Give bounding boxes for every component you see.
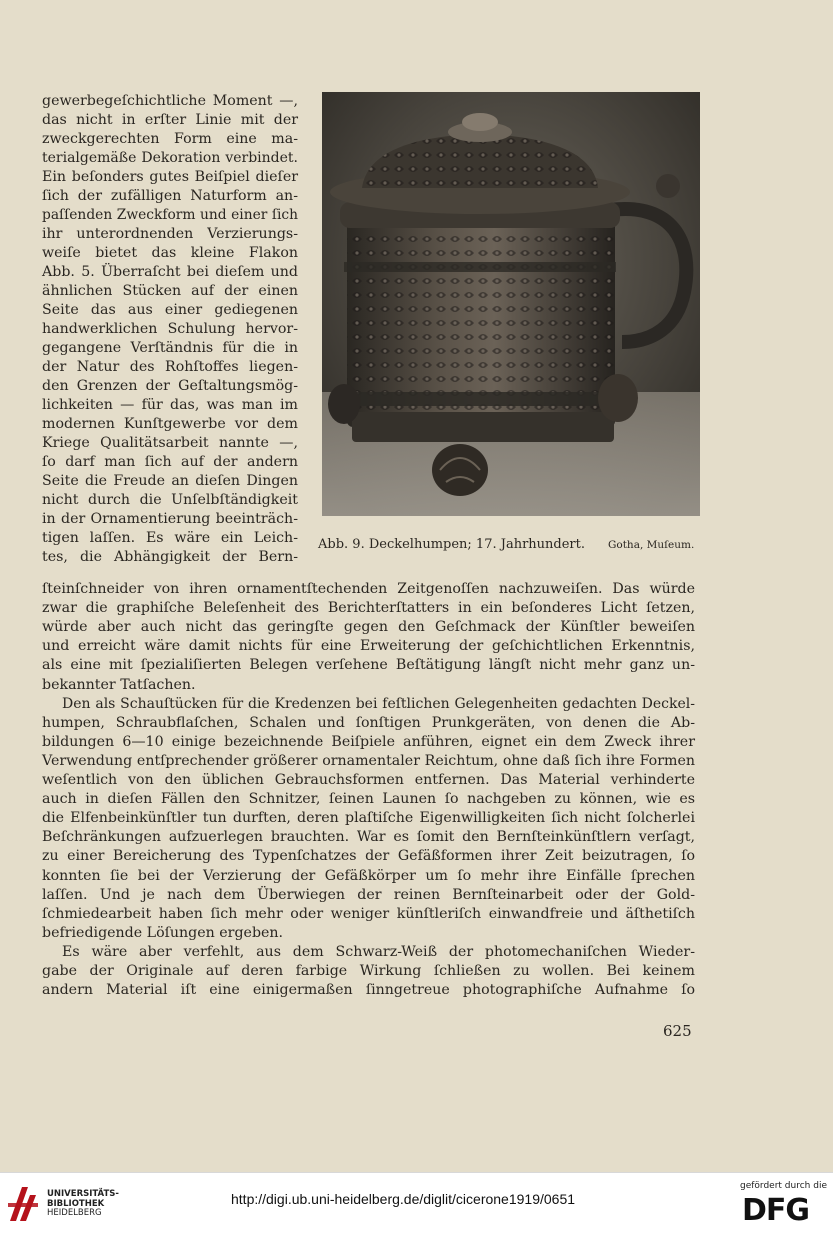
column-line: lichkeiten — für das, was man im: [42, 397, 298, 413]
column-line: handwerklichen Schulung hervor-: [42, 321, 298, 337]
body-line: und erreicht wäre damit nichts für eine Erweiterung der geſchichtlichen Erkenntnis,: [42, 638, 695, 655]
tankard-illustration: [322, 92, 700, 516]
body-line: humpen, Schraubflaſchen, Schalen und ſonſtigen Prunkgeräten, von denen die Ab-: [42, 714, 695, 731]
university-library-logo-icon[interactable]: [6, 1181, 40, 1225]
column-line: zweckgerechten Form eine ma-: [42, 131, 298, 147]
column-line: den Grenzen der Geſtaltungsmög-: [42, 378, 298, 394]
column-line: Seite die Freude an dieſen Dingen: [42, 473, 298, 489]
column-line: Seite das aus einer gediegenen: [42, 302, 298, 318]
body-line: konnten ſie bei der Verzierung der Gefäßkörper um ſo mehr ihre Einfälle ſprechen: [42, 867, 695, 884]
funding-label: gefördert durch die: [740, 1181, 827, 1191]
body-line: die Elfenbeinkünſtler tun durften, deren plaſtiſche Eigenwilligkeiten ſich nicht ſolcherlei: [42, 810, 695, 827]
body-line: laſſen. Und je nach dem Überwiegen der reinen Bernſteinarbeit oder der Gold-: [42, 886, 695, 903]
column-line: nicht durch die Unſelbſtändigkeit: [42, 492, 298, 508]
library-name: [47, 1190, 119, 1219]
body-line: bildungen 6—10 einige bezeichnende Beiſpiele anführen, eignet ein dem Zweck ihrer: [42, 733, 695, 750]
column-line: weiſe bietet das kleine Flakon: [42, 245, 298, 261]
body-line: gabe der Originale auf deren farbige Wirkung ſchließen zu wollen. Bei keinem: [42, 963, 695, 979]
figure-photo: [322, 92, 700, 516]
page-number: 625: [663, 1022, 692, 1040]
column-line: Ein beſonders gutes Beiſpiel dieſer: [42, 169, 298, 185]
body-line: Beſchränkungen aufzuerlegen brauchten. War es ſomit den Bernſteinkünſtlern verſagt,: [42, 829, 695, 846]
body-line: zwar die graphiſche Beleſenheit des Berichterſtatters in ein beſonderes Licht ſetzen,: [42, 600, 695, 617]
column-line: der Natur des Rohſtoffes liegen-: [42, 359, 298, 375]
footer-bar: [0, 1172, 833, 1234]
body-line: Es wäre aber verfehlt, aus dem Schwarz-Weiß der photomechaniſchen Wieder-: [62, 943, 695, 960]
body-line: als eine mit ſpezialiſierten Belegen verſehene Beſtätigung längſt nicht mehr ganz un-: [42, 657, 695, 674]
library-name-line-3: HEIDELBERG: [47, 1208, 102, 1218]
body-line: andern Material iſt eine einigermaßen ſinngetreue photographiſche Aufnahme ſo: [42, 982, 695, 999]
body-line: ſchmiedearbeit haben ſich mehr oder weniger künſtleriſch einwandfreie und äſthetiſch: [42, 905, 695, 922]
body-line: Verwendung entſprechender größerer ornamentaler Reichtum, ohne daß ſich ihre Formen: [42, 752, 695, 769]
column-line: paſſenden Zweckform und einer ſich: [42, 207, 298, 223]
dfg-logo[interactable]: DFG: [742, 1193, 810, 1228]
column-line: in der Ornamentierung beeinträch-: [42, 511, 298, 527]
figure-caption: Abb. 9. Deckelhumpen; 17. Jahrhundert.: [318, 537, 585, 552]
body-line: weſentlich von den üblichen Gebrauchsformen entfernen. Das Material verhinderte: [42, 772, 695, 788]
body-line: zu einer Bereicherung des Typenſchatzes der Gefäßformen ihrer Zeit beizutragen, ſo: [42, 848, 695, 865]
column-line: ihr unterordnenden Verzierungs-: [42, 226, 298, 242]
column-line: ſo darf man ſich auf der andern: [42, 454, 298, 470]
column-line: ſich der zufälligen Naturform an-: [42, 188, 298, 204]
body-line: würde aber auch nicht das geringſte gegen den Geſchmack der Künſtler beweiſen: [42, 619, 695, 636]
column-line: gewerbegeſchichtliche Moment —,: [42, 93, 298, 109]
column-line: tigen laſſen. Es wäre ein Leich-: [42, 530, 298, 546]
column-line: gegangene Verſtändnis für die in: [42, 340, 298, 356]
body-line: auch in dieſen Fällen den Schnitzer, ſeinen Launen ſo nachgeben zu können, wie es: [42, 791, 695, 808]
column-line: modernen Kunſtgewerbe vor dem: [42, 416, 298, 432]
column-line: Abb. 5. Überraſcht bei dieſem und: [42, 264, 298, 280]
column-line: tes, die Abhängigkeit der Bern-: [42, 549, 298, 565]
body-line: befriedigende Löſungen ergeben.: [42, 924, 284, 941]
permalink-url[interactable]: http://digi.ub.uni-heidelberg.de/diglit/cicerone1919/0651: [231, 1191, 576, 1207]
figure-location: Gotha, Muſeum.: [608, 539, 695, 551]
library-name-line-2: BIBLIOTHEK: [47, 1198, 105, 1209]
body-line: ſteinſchneider von ihren ornamentſtechenden Zeitgenoſſen nachzuweiſen. Das würde: [42, 581, 695, 597]
library-name-line-1: UNIVERSITÄTS-: [47, 1189, 119, 1199]
column-line: Kriege Qualitätsarbeit nannte —,: [42, 435, 298, 451]
column-line: das nicht in erſter Linie mit der: [42, 112, 298, 128]
body-line: Den als Schauſtücken für die Kredenzen bei feſtlichen Gelegenheiten gedachten Deckel-: [62, 695, 695, 712]
body-line: bekannter Tatſachen.: [42, 676, 196, 693]
column-line: ähnlichen Stücken auf der einen: [42, 283, 298, 299]
column-line: terialgemäße Dekoration verbindet.: [42, 150, 298, 166]
